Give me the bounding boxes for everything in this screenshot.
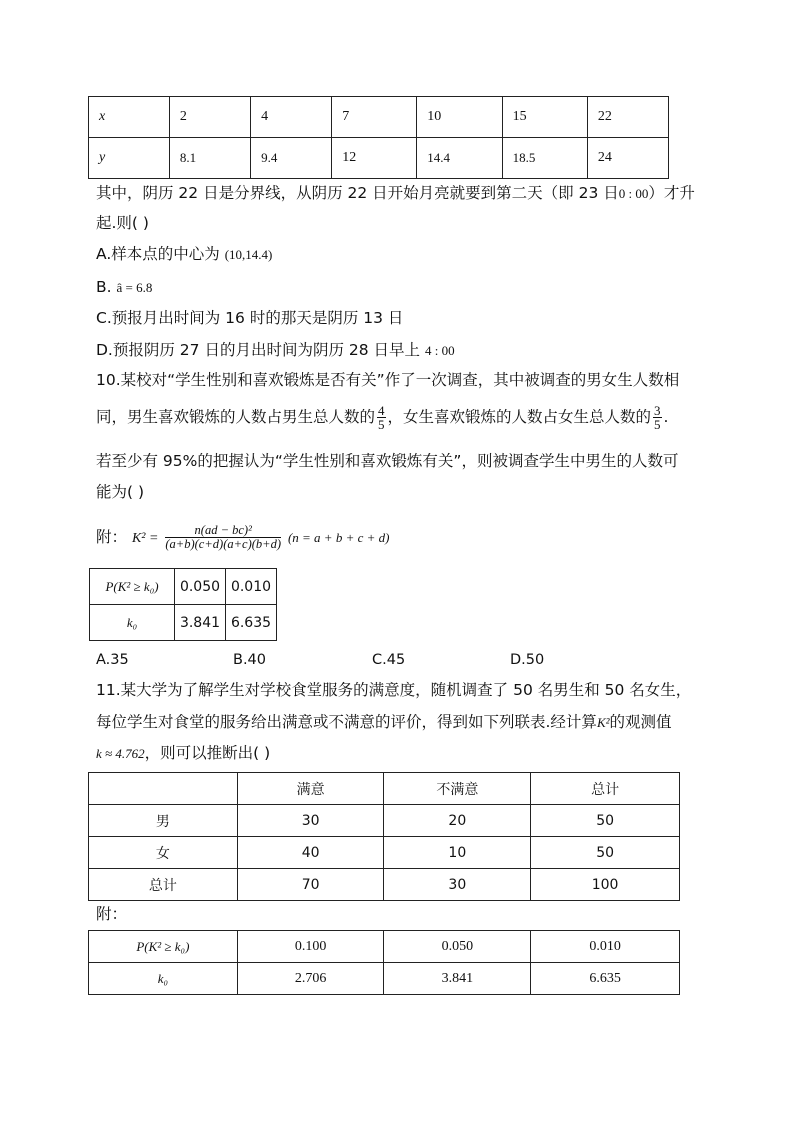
x-cell: 10 (417, 97, 502, 138)
table-header: 总计 (531, 773, 680, 805)
table-cell: 100 (531, 869, 680, 901)
q10-text-line4: 能为( ) (96, 483, 145, 501)
table-cell: 男 (89, 805, 238, 837)
q9-text: 其中，阴历 22 日是分界线，从阴历 22 日开始月亮就要到第二天（即 23 日 (96, 184, 619, 202)
table-cell: 2.706 (237, 963, 384, 995)
fraction-numerator: 3 (654, 403, 661, 418)
table-cell: 10 (384, 837, 531, 869)
q10-text-line1: 10.某校对“学生性别和喜欢锻炼是否有关”作了一次调查，其中被调查的男女生人数相 (96, 371, 680, 389)
table-row (89, 837, 680, 869)
fraction (377, 404, 386, 431)
formula-lhs: K² = (131, 531, 159, 546)
q9-text-line2: 起.则( ) (96, 214, 149, 232)
formula-fraction (165, 524, 281, 551)
option-label: D.预报阴历 27 日的月出时间为阴历 28 日早上 (96, 341, 421, 359)
table-cell: 6.635 (531, 963, 680, 995)
table-cell: 30 (237, 805, 384, 837)
q10-text: 同，男生喜欢锻炼的人数占男生总人数的 (96, 408, 376, 426)
table-row (89, 773, 680, 805)
q11-contingency-table (88, 772, 680, 901)
fraction-denominator: 5 (378, 417, 385, 432)
table-header: 满意 (237, 773, 384, 805)
fraction-denominator: 5 (654, 417, 661, 432)
q10-formula (96, 524, 389, 551)
q11-text-line3 (96, 742, 270, 765)
table-cell: 0.050 (175, 569, 226, 605)
q10-critical-table (89, 568, 277, 641)
q11-text: 的观测值 (609, 713, 672, 731)
p-header: P(K² ≥ k₀) (89, 931, 238, 963)
table-header (89, 773, 238, 805)
y-header: y (89, 138, 170, 179)
x-header: x (89, 97, 170, 138)
q10-text: ，女生喜欢锻炼的人数占女生总人数的 (387, 408, 652, 426)
table-cell: 3.841 (384, 963, 531, 995)
table-row (89, 97, 669, 138)
table-cell: 50 (531, 837, 680, 869)
formula-condition: (n = a + b + c + d) (287, 530, 390, 545)
table-row (89, 931, 680, 963)
option-math: (10,14.4) (224, 247, 273, 262)
fraction-numerator: 4 (378, 403, 385, 418)
q9-text-line1 (96, 182, 695, 205)
y-cell: 18.5 (502, 138, 587, 179)
q9-option-b (96, 276, 152, 299)
k-header: k₀ (89, 963, 238, 995)
table-cell: 40 (237, 837, 384, 869)
q11-math: K² (596, 715, 610, 730)
table-row (89, 869, 680, 901)
q11-appendix-label: 附： (96, 905, 128, 923)
table-cell: 6.635 (226, 605, 277, 641)
table-cell: 20 (384, 805, 531, 837)
option-label: A.样本点的中心为 (96, 245, 220, 263)
q11-text-line1: 11.某大学为了解学生对学校食堂服务的满意度，随机调查了 50 名男生和 50 名女生， (96, 681, 692, 699)
y-cell: 9.4 (251, 138, 332, 179)
y-cell: 8.1 (169, 138, 250, 179)
table-cell: 0.010 (226, 569, 277, 605)
table-cell: 女 (89, 837, 238, 869)
table-row (89, 138, 669, 179)
appendix-label: 附： (96, 528, 128, 546)
option-label: B. (96, 278, 112, 296)
q10-option-d: D.50 (510, 652, 545, 668)
table-cell: 0.010 (531, 931, 680, 963)
formula-numerator: n(ad − bc)² (165, 524, 281, 538)
table-row (89, 963, 680, 995)
option-math: â = 6.8 (116, 280, 153, 295)
table-cell: 3.841 (175, 605, 226, 641)
option-math: 4 : 00 (424, 343, 455, 358)
fraction (653, 404, 662, 431)
p-header: P(K² ≥ k₀) (90, 569, 175, 605)
q10-option-b: B.40 (233, 652, 267, 668)
table-row (90, 605, 277, 641)
q9-text: ）才升 (648, 184, 695, 202)
table-cell: 50 (531, 805, 680, 837)
x-cell: 7 (332, 97, 417, 138)
formula-denominator: (a+b)(c+d)(a+c)(b+d) (165, 537, 282, 551)
k-header: k₀ (90, 605, 175, 641)
table-header: 不满意 (384, 773, 531, 805)
table-cell: 0.100 (237, 931, 384, 963)
xy-data-table (88, 96, 669, 179)
q11-text: 每位学生对食堂的服务给出满意或不满意的评价，得到如下列联表.经计算 (96, 713, 597, 731)
table-cell: 70 (237, 869, 384, 901)
table-row (89, 805, 680, 837)
q11-text: ，则可以推断出( ) (144, 744, 271, 762)
q9-option-d (96, 339, 455, 362)
table-cell: 总计 (89, 869, 238, 901)
q9-option-a (96, 243, 272, 266)
q10-text-line3: 若至少有 95%的把握认为“学生性别和喜欢锻炼有关”，则被调查学生中男生的人数可 (96, 452, 679, 470)
x-cell: 15 (502, 97, 587, 138)
table-cell: 0.050 (384, 931, 531, 963)
x-cell: 2 (169, 97, 250, 138)
q10-option-a: A.35 (96, 652, 129, 668)
q10-text-line2: 同，男生喜欢锻炼的人数占男生总人数的 $\frac{4}{5}$ ，女生喜欢锻炼的人数占女生总人数的 $\frac{3}{5}$ . (96, 403, 669, 432)
x-cell: 4 (251, 97, 332, 138)
y-cell: 14.4 (417, 138, 502, 179)
q9-option-c: C.预报月出时间为 16 时的那天是阴历 13 日 (96, 309, 404, 327)
y-cell: 12 (332, 138, 417, 179)
table-row (90, 569, 277, 605)
y-cell: 24 (587, 138, 668, 179)
x-cell: 22 (587, 97, 668, 138)
q11-text-line2 (96, 711, 672, 734)
q11-math: k ≈ 4.762 (96, 746, 145, 761)
q10-option-c: C.45 (372, 652, 406, 668)
table-cell: 30 (384, 869, 531, 901)
q9-time: 0 : 00 (618, 186, 649, 201)
q11-critical-table (88, 930, 680, 995)
